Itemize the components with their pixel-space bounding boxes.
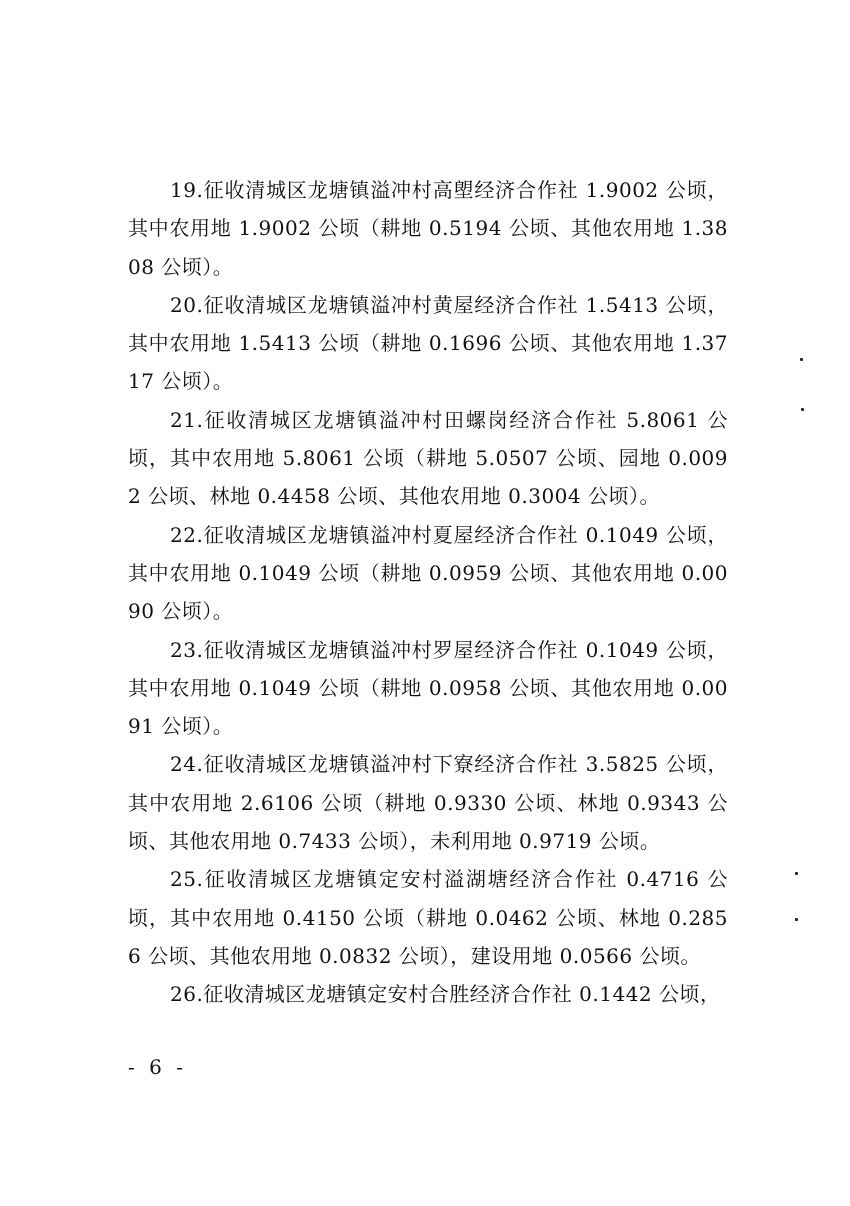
paragraph-item-25: 25.征收清城区龙塘镇定安村溢湖塘经济合作社 0.4716 公顷，其中农用地 0.4150 公顷（耕地 0.0462 公顷、林地 0.2856 公顷、其他农用地 0.0832 公顷），建设用地 0.0566 公顷。 (128, 867, 728, 968)
paragraph-item-24: 24.征收清城区龙塘镇溢冲村下寮经济合作社 3.5825 公顷，其中农用地 2.6106 公顷（耕地 0.9330 公顷、林地 0.9343 公顷、其他农用地 0.7433 公顷），未利用地 0.9719 公顷。 (128, 752, 728, 854)
scan-speck (795, 872, 798, 875)
paragraph-item-19: 19.征收清城区龙塘镇溢冲村高塱经济合作社 1.9002 公顷，其中农用地 1.9002 公顷（耕地 0.5194 公顷、其他农用地 1.3808 公顷）。 (128, 178, 728, 279)
paragraph-item-20: 20.征收清城区龙塘镇溢冲村黄屋经济合作社 1.5413 公顷，其中农用地 1.5413 公顷（耕地 0.1696 公顷、其他农用地 1.3717 公顷）。 (128, 292, 728, 394)
paragraph-item-26: 26.征收清城区龙塘镇定安村合胜经济合作社 0.1442 公顷， (170, 982, 721, 1007)
paragraph-item-23: 23.征收清城区龙塘镇溢冲村罗屋经济合作社 0.1049 公顷，其中农用地 0.1049 公顷（耕地 0.0958 公顷、其他农用地 0.0091 公顷）。 (128, 637, 728, 739)
scan-speck (801, 408, 804, 411)
scan-speck (800, 358, 803, 361)
scan-speck (795, 918, 798, 921)
paragraph-item-21: 21.征收清城区龙塘镇溢冲村田螺岗经济合作社 5.8061 公顷，其中农用地 5.8061 公顷（耕地 5.0507 公顷、园地 0.0092 公顷、林地 0.4458 公顷、其他农用地 0.3004 公顷）。 (128, 407, 728, 509)
document-body (128, 171, 728, 1014)
paragraph-item-22: 22.征收清城区龙塘镇溢冲村夏屋经济合作社 0.1049 公顷，其中农用地 0.1049 公顷（耕地 0.0959 公顷、其他农用地 0.0090 公顷）。 (128, 522, 728, 624)
page-number: - 6 - (128, 1055, 187, 1079)
